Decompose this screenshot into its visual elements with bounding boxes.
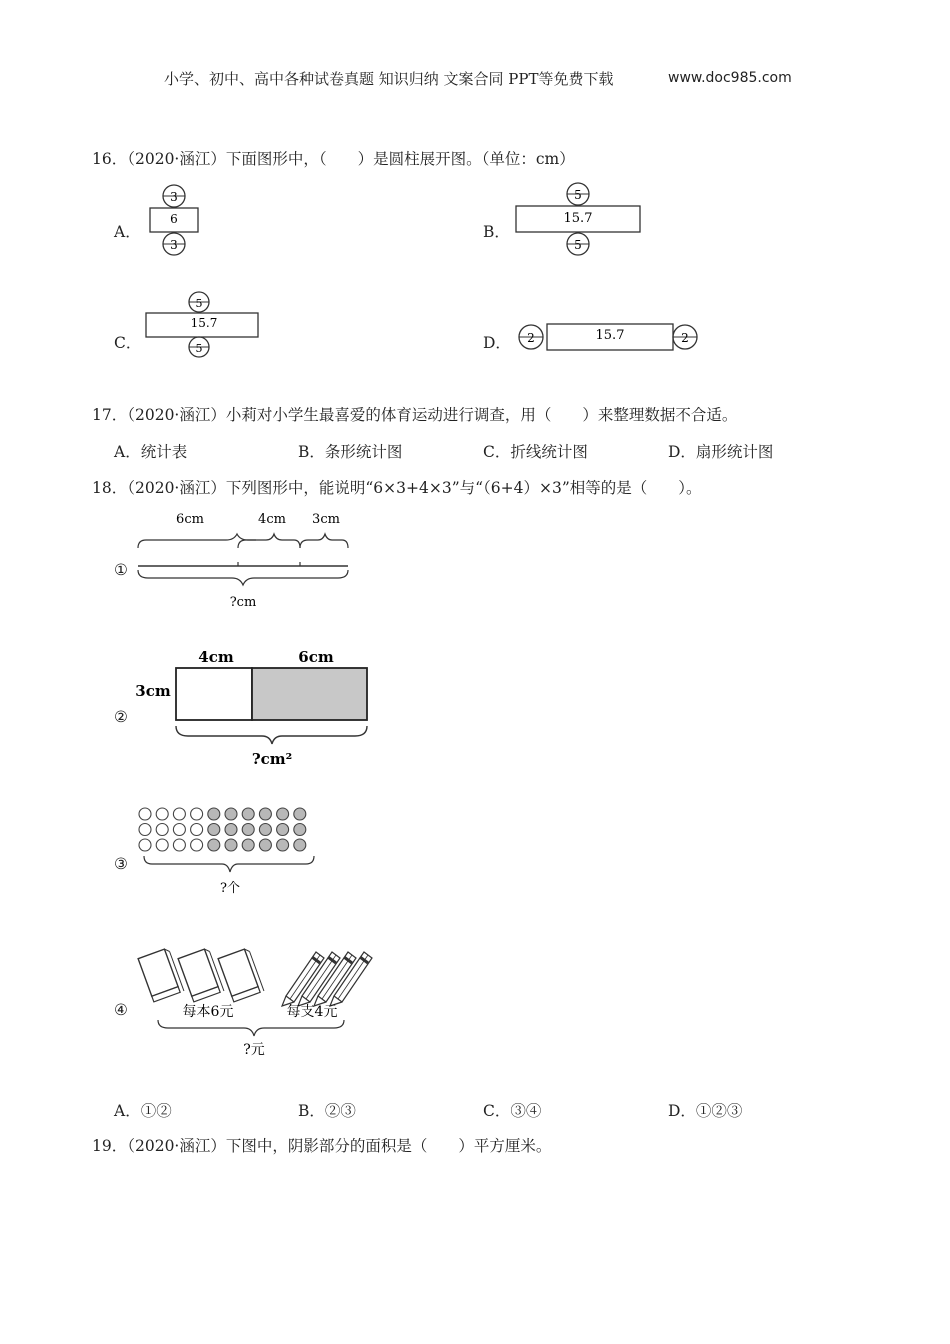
question-text: 下图中，阴影部分的面积是（ ）平方厘米。 xyxy=(225,1137,552,1155)
rect-total-label: ?cm² xyxy=(251,750,293,768)
book-price-label: 每本6元 xyxy=(182,1004,234,1020)
circle-label: 5 xyxy=(574,238,582,252)
circle-label: 2 xyxy=(681,331,689,345)
rect-top-label-4cm: 4cm xyxy=(198,648,234,666)
segment-label-3cm: 3cm xyxy=(312,512,340,527)
circle-label: 5 xyxy=(574,188,582,202)
circle-label: 2 xyxy=(527,331,535,345)
figure-3-marker: ③ xyxy=(114,855,128,873)
pencil-price-label: 每支4元 xyxy=(286,1004,338,1020)
hollow-dot xyxy=(173,808,185,820)
segment-label-4cm: 4cm xyxy=(258,512,286,527)
header-url[interactable]: www.doc985.com xyxy=(668,70,792,86)
q18-option-b[interactable]: B．②③ xyxy=(298,1102,356,1120)
question-18 xyxy=(92,476,702,498)
option-b-label: B． xyxy=(483,223,510,241)
filled-dot xyxy=(277,824,289,836)
net-figure-c xyxy=(142,291,266,359)
segment-total-label: ?cm xyxy=(229,595,257,610)
segment-label-6cm: 6cm xyxy=(176,512,204,527)
question-number: 16． xyxy=(92,150,128,168)
hollow-dot xyxy=(173,824,185,836)
q17-option-b[interactable]: B．条形统计图 xyxy=(298,443,403,461)
figure-3-dot-grid xyxy=(136,804,326,896)
hollow-dot xyxy=(191,839,203,851)
circle-label: 5 xyxy=(195,342,203,355)
question-text: 下列图形中，能说明“6×3+4×3”与“（6+4）×3”相等的是（ ）。 xyxy=(225,479,702,497)
hollow-dot xyxy=(156,824,168,836)
book-icon xyxy=(218,948,264,1002)
price-total-label: ?元 xyxy=(243,1042,265,1058)
filled-dot xyxy=(208,808,220,820)
figure-1-marker: ① xyxy=(114,561,128,579)
question-16 xyxy=(92,147,575,169)
filled-dot xyxy=(208,839,220,851)
rect-top-label-6cm: 6cm xyxy=(298,648,334,666)
option-d-label: D． xyxy=(483,334,511,352)
net-figure-d xyxy=(516,320,702,354)
hollow-dot xyxy=(139,824,151,836)
filled-dot xyxy=(294,839,306,851)
filled-dot xyxy=(259,839,271,851)
question-number: 19． xyxy=(92,1137,128,1155)
figure-4-marker: ④ xyxy=(114,1001,128,1019)
q18-option-c[interactable]: C．③④ xyxy=(483,1102,542,1120)
hollow-dot xyxy=(156,808,168,820)
question-text: 小莉对小学生最喜爱的体育运动进行调查，用（ ）来整理数据不合适。 xyxy=(225,406,738,424)
header-text: 小学、初中、高中各种试卷真题 知识归纳 文案合同 PPT等免费下载 xyxy=(164,70,614,88)
hollow-dot xyxy=(156,839,168,851)
figure-4-books-pencils xyxy=(136,940,386,1060)
question-17 xyxy=(92,403,737,425)
q17-option-d[interactable]: D．扇形统计图 xyxy=(668,443,774,461)
filled-dot xyxy=(242,808,254,820)
hollow-dot xyxy=(139,808,151,820)
circle-label: 5 xyxy=(195,297,203,310)
figure-2-rectangles xyxy=(130,644,380,774)
circle-label: 3 xyxy=(170,238,178,252)
q17-option-a[interactable]: A．统计表 xyxy=(114,443,188,461)
filled-dot xyxy=(259,824,271,836)
question-source: （2020·涵江） xyxy=(127,150,226,168)
filled-dot xyxy=(225,824,237,836)
hollow-dot xyxy=(191,808,203,820)
question-source: （2020·涵江） xyxy=(127,479,226,497)
question-text: 下面图形中，（ ）是圆柱展开图。（单位：cm） xyxy=(225,150,575,168)
circle-label: 3 xyxy=(170,190,178,204)
q18-option-d[interactable]: D．①②③ xyxy=(668,1102,743,1120)
filled-dot xyxy=(277,839,289,851)
hollow-dot xyxy=(191,824,203,836)
rect-side-label-3cm: 3cm xyxy=(135,682,171,700)
net-figure-a xyxy=(140,184,220,260)
rect-label: 15.7 xyxy=(563,211,593,226)
filled-dot xyxy=(242,839,254,851)
filled-dot xyxy=(225,839,237,851)
filled-dot xyxy=(242,824,254,836)
question-source: （2020·涵江） xyxy=(127,1137,226,1155)
hollow-dot xyxy=(139,839,151,851)
question-19 xyxy=(92,1134,551,1156)
question-number: 17． xyxy=(92,406,128,424)
filled-dot xyxy=(294,808,306,820)
filled-dot xyxy=(277,808,289,820)
net-figure-b xyxy=(512,182,652,262)
option-a-label: A． xyxy=(114,223,141,241)
book-icon xyxy=(138,948,184,1002)
figure-2-marker: ② xyxy=(114,708,128,726)
question-source: （2020·涵江） xyxy=(127,406,226,424)
q18-option-a[interactable]: A．①② xyxy=(114,1102,172,1120)
option-c-label: C． xyxy=(114,334,142,352)
hollow-dot xyxy=(173,839,185,851)
question-number: 18． xyxy=(92,479,128,497)
rect-label: 15.7 xyxy=(190,316,218,330)
filled-dot xyxy=(259,808,271,820)
q17-option-c[interactable]: C．折线统计图 xyxy=(483,443,588,461)
figure-1-segments xyxy=(136,506,358,614)
rect-label: 6 xyxy=(170,212,178,226)
filled-dot xyxy=(208,824,220,836)
filled-dot xyxy=(294,824,306,836)
dots-total-label: ?个 xyxy=(220,881,240,896)
book-icon xyxy=(178,948,224,1002)
filled-dot xyxy=(225,808,237,820)
rect-label: 15.7 xyxy=(595,328,625,343)
